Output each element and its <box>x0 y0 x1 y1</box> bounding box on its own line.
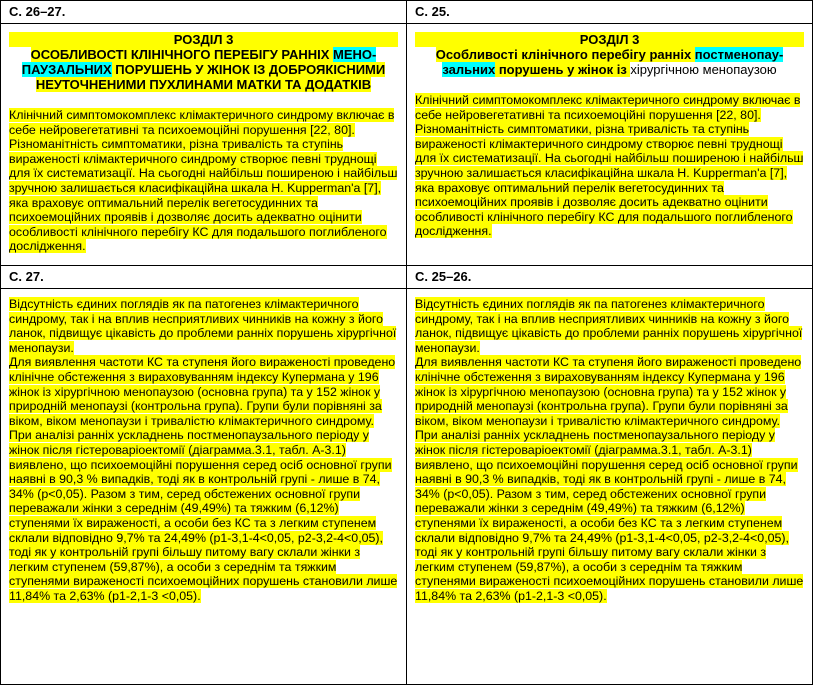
right-body-text-3: При аналізі ранніх ускладнень постменопаузального періоду у жінок після гістероваріоектомії (діаграмма.3.1, табл. А-3.1) виявлено, що психоемоційні порушення серед осіб основної групи наявні в 90,3 % випадків, тоді як в контрольній групі - лише в 74, 34% (р<0,05). Разом з тим, серед обстежених основної групи переважали жінки з середнім (49,49%) та тяжким (6,12%) ступенями їх вираженості, а особи без КС та з легким ступенем склали відповідно 9,7% та 24,49% (р1-3,1-4<0,05, р2-3,2-4<0,05), тоді як у контрольній групі більшу питому вагу склали жінки з легким ступенем (59,87%), а особи з середнім та тяжким ступенями вираженості психоемоційних порушень становили лише 11,84% та 2,63% (р1-2,1-3 <0,05). <box>415 428 804 603</box>
right-body-text-1: Відсутність єдиних поглядів як па патогенез клімактеричного синдрому, так і на вплив несприятливих чинників на кожну з його ланок, підвищує цікавість до проблеми ранніх порушень хірургічної менопаузи. <box>415 297 803 355</box>
page-ref-top-right: С. 25. <box>415 4 450 19</box>
right-intro-paragraph <box>407 77 812 239</box>
right-title-part-a: Особливості клінічного перебігу ранніх <box>435 47 695 62</box>
page-ref-cell-top-right <box>407 1 813 24</box>
right-title-term-highlight: постменопау-зальних <box>442 47 784 77</box>
right-intro-text: Клінічний симптомокомплекс клімактеричного синдрому включає в себе нейровегетативні та психоемоційні порушення [22, 80]. Різноманітність симптоматики, різна тривалість та ступінь вираженості клімактеричного синдрому створює певні труднощі для їх систематизації. На сьогодні найбільш поширеною і найбільш зручною залишається класифікаційна шкала H. Kupperman'а [7], яка враховує оптимальний перелік вегетосудинних та психоемоційних проявів і дозволяє досить адекватно оцінити особливості клінічного перебігу КС для подальшого поглибленого дослідження. <box>415 93 804 239</box>
right-body-paragraph-1 <box>407 289 812 355</box>
right-title-tail: хірургічною менопаузою <box>630 62 777 77</box>
left-title-part-a: ОСОБЛИВОСТІ КЛІНІЧНОГО ПЕРЕБІГУ РАННІХ <box>30 47 334 62</box>
left-section-number: РОЗДІЛ 3 <box>9 32 398 47</box>
left-intro-paragraph <box>1 92 406 254</box>
left-title-part-b: ПОРУШЕНЬ У ЖІНОК ІЗ ДОБРОЯКІСНИМИ НЕУТОЧНЕНИМИ ПУХЛИНАМИ МАТКИ ТА ДОДАТКІВ <box>35 62 386 92</box>
left-body-text-3: При аналізі ранніх ускладнень постменопаузального періоду у жінок після гістероваріоектомії (діаграмма.3.1, табл. А-3.1) виявлено, що психоемоційні порушення серед осіб основної групи наявні в 90,3 % випадків, тоді як в контрольній групі - лише в 74, 34% (р<0,05). Разом з тим, серед обстежених основної групи переважали жінки з середнім (49,49%) та тяжким (6,12%) ступенями їх вираженості, а особи без КС та з легким ступенем склали відповідно 9,7% та 24,49% (р1-3,1-4<0,05, р2-3,2-4<0,05), тоді як у контрольній групі більшу питому вагу склали жінки з легким ступенем (59,87%), а особи з середнім та тяжким ступенями вираженості психоемоційних порушень становили лише 11,84% та 2,63% (р1-2,1-3 <0,05). <box>9 428 398 603</box>
compared-fragment-body <box>407 289 813 685</box>
left-title-term-highlight: МЕНО-ПАУЗАЛЬНИХ <box>21 47 377 77</box>
page-ref-bottom-left: С. 27. <box>9 269 44 284</box>
right-section-title <box>407 24 812 77</box>
right-body-paragraph-3 <box>407 428 812 603</box>
right-body-paragraph-2 <box>407 355 812 428</box>
compared-fragment-intro <box>407 24 813 266</box>
page-ref-bottom-right: С. 25–26. <box>415 269 472 284</box>
page-ref-cell-bottom-left <box>1 266 407 289</box>
left-body-text-2: Для виявлення частоти КС та ступеня його вираженості проведено клінічне обстеження з вираховуванням індексу Купермана у 196 жінок із хірургічною менопаузою (основна група) та у 152 жінок у природній менопаузі (контрольна група). Групи були порівняні за віком, віком менопаузи і тривалістю клімактеричного синдрому. <box>9 355 396 428</box>
source-fragment-intro <box>1 24 407 266</box>
right-body-text-2: Для виявлення частоти КС та ступеня його вираженості проведено клінічне обстеження з вираховуванням індексу Купермана у 196 жінок із хірургічною менопаузою (основна група) та у 152 жінок у природній менопаузі (контрольна група). Групи були порівняні за віком, віком менопаузи і тривалістю клімактеричного синдрому. <box>415 355 802 428</box>
left-body-paragraph-2 <box>1 355 406 428</box>
left-section-title <box>1 24 406 92</box>
right-title-part-b: порушень у жінок із <box>495 62 631 77</box>
page-ref-top-left: С. 26–27. <box>9 4 66 19</box>
left-intro-text: Клінічний симптомокомплекс клімактеричного синдрому включає в себе нейровегетативні та психоемоційні порушення [22, 80]. Різноманітність симптоматики, різна тривалість та ступінь вираженості клімактеричного синдрому створює певні труднощі для їх систематизації. На сьогодні найбільш поширеною і найбільш зручною залишається класифікаційна шкала H. Kupperman'а [7], яка враховує оптимальний перелік вегетосудинних та психоемоційних проявів і дозволяє досить адекватно оцінити особливості клінічного перебігу КС для подальшого поглибленого дослідження. <box>9 108 398 254</box>
right-section-number: РОЗДІЛ 3 <box>415 32 804 47</box>
left-body-text-1: Відсутність єдиних поглядів як па патогенез клімактеричного синдрому, так і на вплив несприятливих чинників на кожну з його ланок, підвищує цікавість до проблеми ранніх порушень хірургічної менопаузи. <box>9 297 397 355</box>
page-ref-cell-top-left <box>1 1 407 24</box>
page-ref-cell-bottom-right <box>407 266 813 289</box>
source-fragment-body <box>1 289 407 685</box>
left-body-paragraph-3 <box>1 428 406 603</box>
left-body-paragraph-1 <box>1 289 406 355</box>
